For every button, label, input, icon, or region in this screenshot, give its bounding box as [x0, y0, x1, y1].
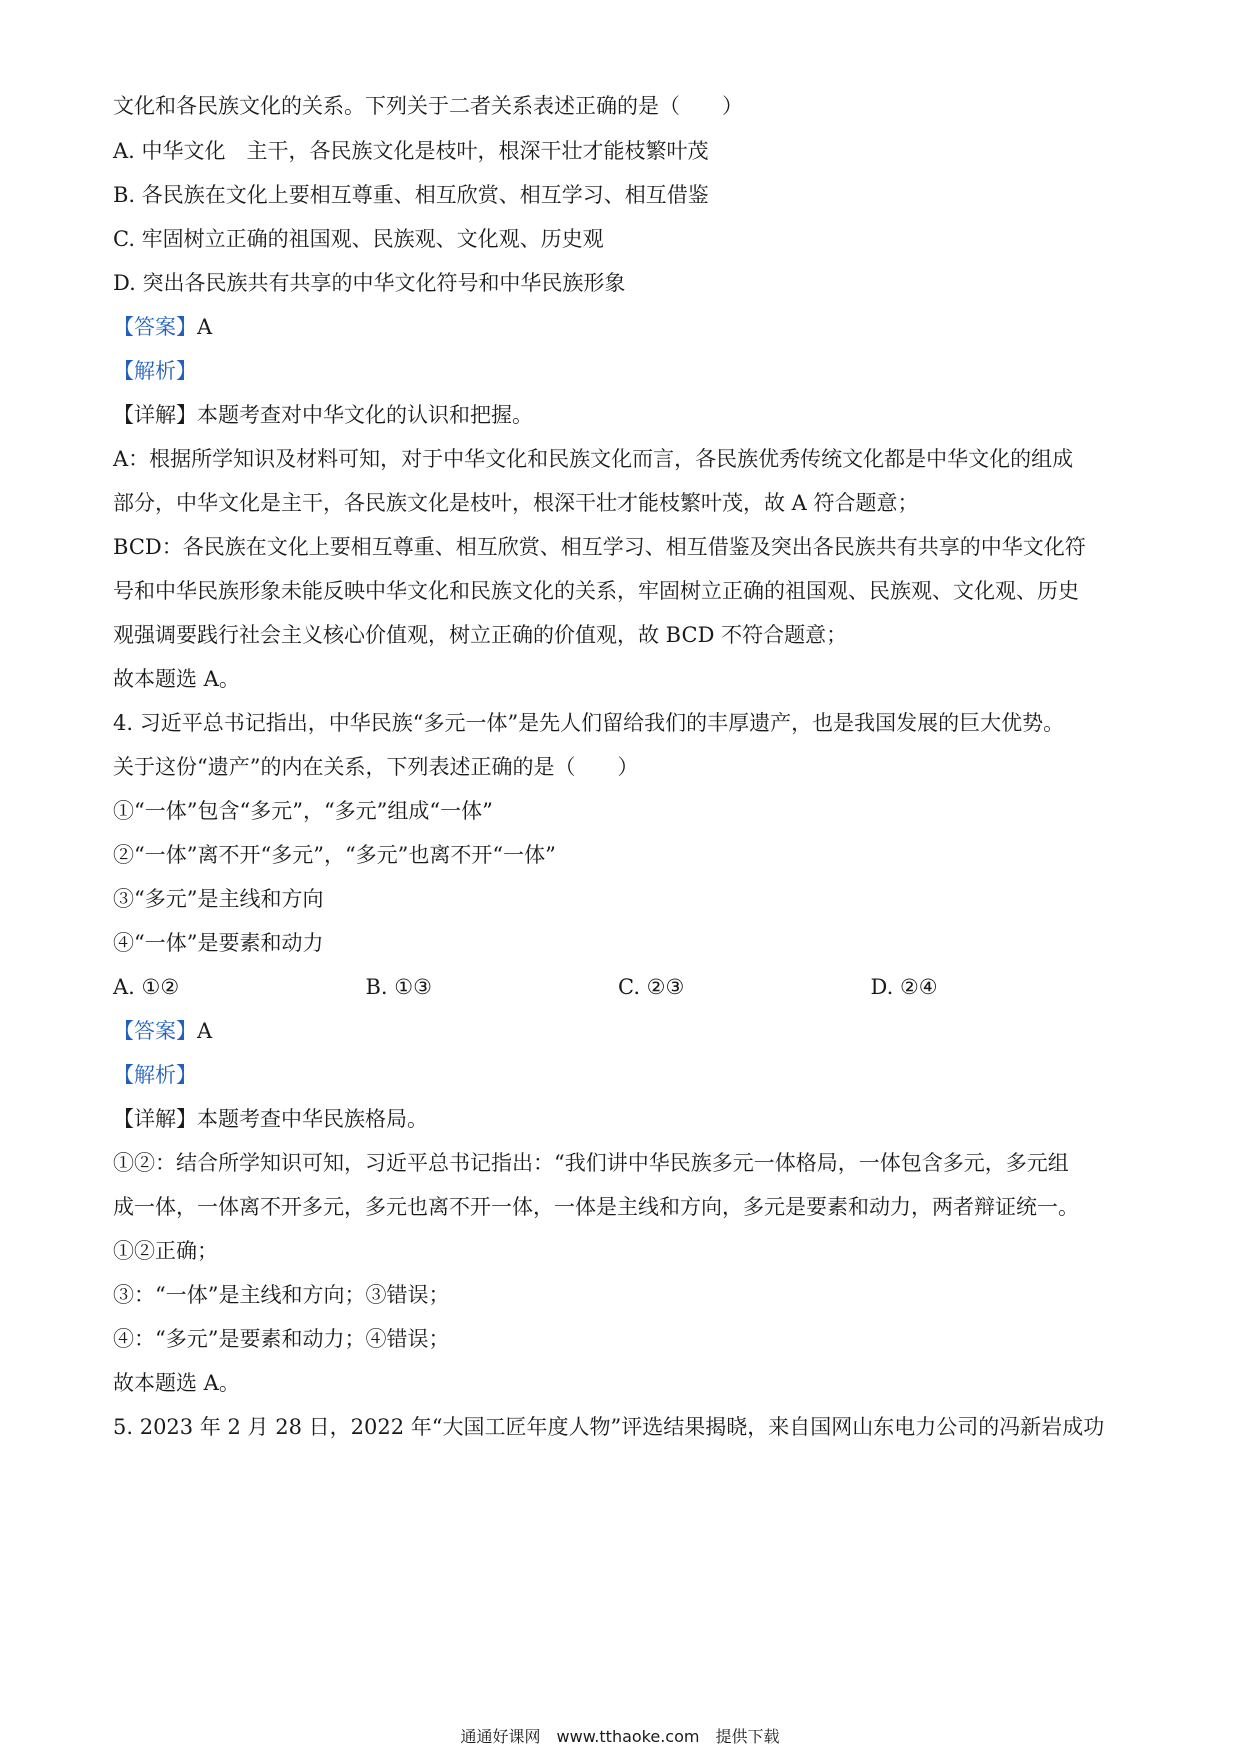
choice-a: A. ①②	[113, 975, 180, 999]
question-3-explanation-line: A：根据所学知识及材料可知，对于中华文化和民族文化而言，各民族优秀传统文化都是中华文化的组成	[113, 447, 1074, 471]
choice-c: C. ②③	[618, 975, 685, 999]
question-3-stem: 文化和各民族文化的关系。下列关于二者关系表述正确的是（ ）	[113, 94, 743, 118]
question-4-analysis-tag: 【解析】	[113, 1063, 197, 1087]
question-4-statement-4: ④“一体”是要素和动力	[113, 931, 324, 955]
question-4-detail: 【详解】本题考查中华民族格局。	[113, 1107, 428, 1131]
question-4-choices	[113, 973, 1123, 1001]
question-3-option-d: D. 突出各民族共有共享的中华文化符号和中华民族形象	[113, 271, 626, 295]
question-4-answer	[113, 1017, 1123, 1045]
question-4-explanation-line: 成一体，一体离不开多元，多元也离不开一体，一体是主线和方向，多元是要素和动力，两者辩证统一。	[113, 1195, 1079, 1219]
choice-b: B. ①③	[365, 975, 432, 999]
answer-tag: 【答案】	[113, 1019, 197, 1043]
choice-d: D. ②④	[870, 975, 938, 999]
question-3-option-a: A. 中华文化 主干，各民族文化是枝叶，根深干壮才能枝繁叶茂	[113, 139, 709, 163]
question-3-explanation-line: 号和中华民族形象未能反映中华文化和民族文化的关系，牢固树立正确的祖国观、民族观、文化观、历史	[113, 579, 1079, 603]
question-4-explanation-line: ③：“一体”是主线和方向；③错误；	[113, 1283, 450, 1307]
question-3-conclusion: 故本题选 A。	[113, 667, 240, 691]
question-4-explanation-line: ①②：结合所学知识可知，习近平总书记指出：“我们讲中华民族多元一体格局，一体包含多元，多元组	[113, 1151, 1069, 1175]
question-5-stem: 5. 2023 年 2 月 28 日，2022 年“大国工匠年度人物”评选结果揭晓，来自国网山东电力公司的冯新岩成功	[113, 1415, 1105, 1439]
question-3-analysis-tag: 【解析】	[113, 359, 197, 383]
answer-value: A	[197, 1019, 213, 1043]
question-4-stem-cont: 关于这份“遗产”的内在关系，下列表述正确的是（ ）	[113, 755, 639, 779]
question-4-explanation-line: ④：“多元”是要素和动力；④错误；	[113, 1327, 450, 1351]
question-4-statement-2: ②“一体”离不开“多元”，“多元”也离不开“一体”	[113, 843, 556, 867]
question-4-statement-1: ①“一体”包含“多元”，“多元”组成“一体”	[113, 799, 493, 823]
question-3-explanation-line: 观强调要践行社会主义核心价值观，树立正确的价值观，故 BCD 不符合题意；	[113, 623, 848, 647]
question-4-conclusion: 故本题选 A。	[113, 1371, 240, 1395]
question-3-option-c: C. 牢固树立正确的祖国观、民族观、文化观、历史观	[113, 227, 604, 251]
question-4-statement-3: ③“多元”是主线和方向	[113, 887, 324, 911]
answer-tag: 【答案】	[113, 315, 197, 339]
question-3-answer	[113, 313, 1123, 341]
question-3-option-b: B. 各民族在文化上要相互尊重、相互欣赏、相互学习、相互借鉴	[113, 183, 709, 207]
question-4-stem: 4. 习近平总书记指出，中华民族“多元一体”是先人们留给我们的丰厚遗产，也是我国发展的巨大优势。	[113, 711, 1065, 735]
question-4-explanation-line: ①②正确；	[113, 1239, 218, 1263]
question-3-detail: 【详解】本题考查对中华文化的认识和把握。	[113, 403, 533, 427]
footer-watermark: 通通好课网 www.tthaoke.com 提供下载	[460, 1727, 780, 1746]
question-3-explanation-line: 部分，中华文化是主干，各民族文化是枝叶，根深干壮才能枝繁叶茂，故 A 符合题意；	[113, 491, 919, 515]
question-3-explanation-line: BCD：各民族在文化上要相互尊重、相互欣赏、相互学习、相互借鉴及突出各民族共有共享的中华文化符	[113, 535, 1086, 559]
answer-value: A	[197, 315, 213, 339]
